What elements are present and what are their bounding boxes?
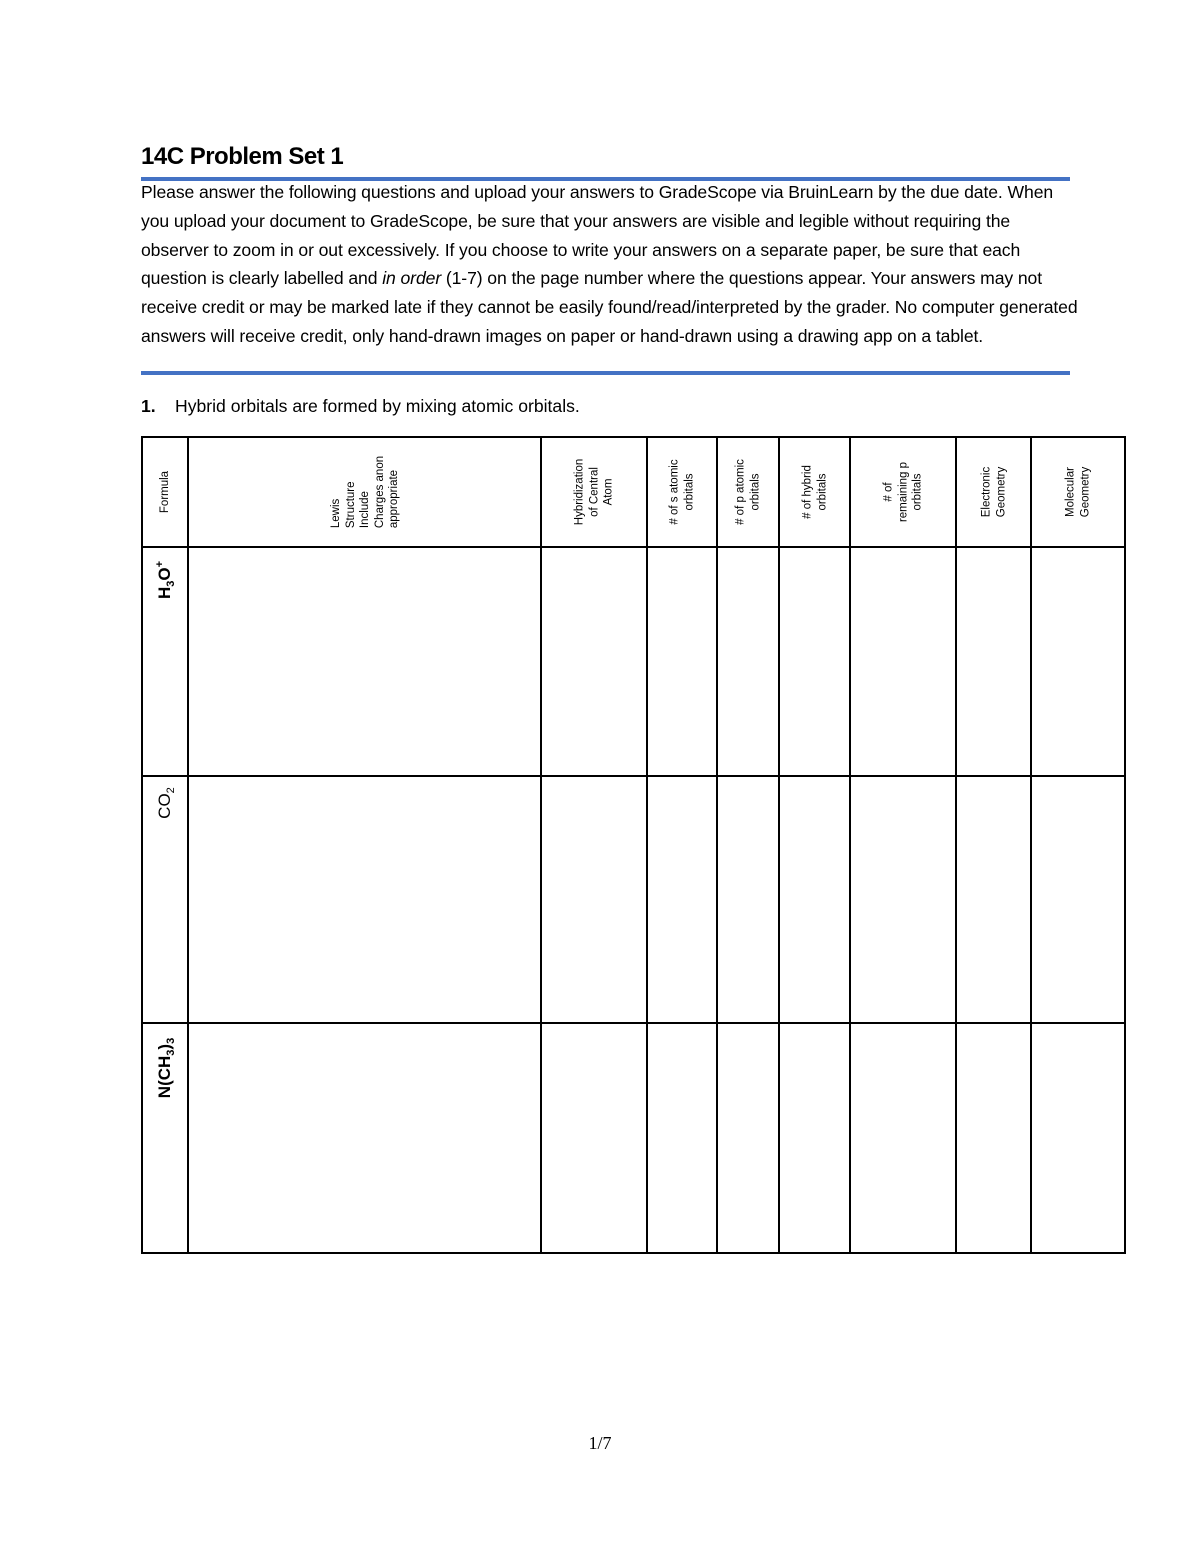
s-orbitals-cell[interactable] xyxy=(647,776,717,1023)
question-1 xyxy=(141,393,580,419)
instructions-underline xyxy=(141,371,1070,375)
header-hybrid-orbitals-label: # of hybrid orbitals xyxy=(801,464,828,519)
header-p-orbitals xyxy=(717,437,779,547)
hybrid-orbitals-cell[interactable] xyxy=(779,776,850,1023)
document-title: 14C Problem Set 1 xyxy=(141,143,344,170)
hybridization-cell[interactable] xyxy=(541,776,647,1023)
header-electronic-geometry-label: Electronic Geometry xyxy=(980,466,1007,518)
electronic-geometry-cell[interactable] xyxy=(956,776,1031,1023)
remaining-p-cell[interactable] xyxy=(850,1023,956,1253)
header-hybrid-orbitals xyxy=(779,437,850,547)
header-hybridization-label: Hybridization of Central Atom xyxy=(573,458,615,526)
p-orbitals-cell[interactable] xyxy=(717,1023,779,1253)
p-orbitals-cell[interactable] xyxy=(717,776,779,1023)
instructions-emphasis: in order xyxy=(382,268,442,289)
s-orbitals-cell[interactable] xyxy=(647,547,717,776)
header-formula-label: Formula xyxy=(158,470,171,513)
remaining-p-cell[interactable] xyxy=(850,547,956,776)
electronic-geometry-cell[interactable] xyxy=(956,1023,1031,1253)
s-orbitals-cell[interactable] xyxy=(647,1023,717,1253)
header-remaining-p-label: # of remaining p orbitals xyxy=(882,461,924,522)
formula-nch33: $N(CH_3)_3$ xyxy=(155,1037,177,1099)
p-orbitals-cell[interactable] xyxy=(717,547,779,776)
hybridization-cell[interactable] xyxy=(541,547,647,776)
instructions-paragraph xyxy=(141,178,1081,351)
molecular-geometry-cell[interactable] xyxy=(1031,776,1125,1023)
remaining-p-cell[interactable] xyxy=(850,776,956,1023)
header-molecular-geometry xyxy=(1031,437,1125,547)
hybrid-orbitals-cell[interactable] xyxy=(779,547,850,776)
formula-cell xyxy=(142,776,188,1023)
header-lewis-label: Lewis Structure Include Charges anon appropriate xyxy=(329,455,400,528)
hybrid-orbitals-cell[interactable] xyxy=(779,1023,850,1253)
formula-cell xyxy=(142,1023,188,1253)
hybridization-table xyxy=(141,436,1126,1254)
instructions-text-1: Please answer the following questions and upload your answers to GradeScope via BruinLearn by the due date. When you upload your document to GradeScope, be sure that your answers are visible and legible without requiring the observer to zoom in or out excessively. If you choose to write your answers on a separate paper, be sure that each question is clearly labelled and xyxy=(141,182,1054,289)
lewis-cell[interactable] xyxy=(188,776,541,1023)
table-header-row xyxy=(142,437,1125,547)
question-1-text: Hybrid orbitals are formed by mixing atomic orbitals. xyxy=(175,396,580,416)
header-lewis xyxy=(188,437,541,547)
table-row xyxy=(142,1023,1125,1253)
formula-co2: $CO_2$ xyxy=(155,786,177,819)
page-number: 1/7 xyxy=(588,1433,612,1453)
header-p-orbitals-label: # of p atomic orbitals xyxy=(734,458,761,525)
header-molecular-geometry-label: Molecular Geometry xyxy=(1064,466,1091,518)
table-row xyxy=(142,547,1125,776)
header-remaining-p xyxy=(850,437,956,547)
molecular-geometry-cell[interactable] xyxy=(1031,547,1125,776)
header-formula xyxy=(142,437,188,547)
lewis-cell[interactable] xyxy=(188,547,541,776)
question-1-number: 1. xyxy=(141,396,156,416)
header-hybridization xyxy=(541,437,647,547)
lewis-cell[interactable] xyxy=(188,1023,541,1253)
header-electronic-geometry xyxy=(956,437,1031,547)
instructions-text-2: (1-7) on the page number where the questions appear. Your answers may not receive credit or may be marked late if they cannot be easily found/read/interpreted by the grader. No computer generated answers will receive credit, only hand-drawn images on paper or hand-drawn using a drawing app on a tablet. xyxy=(141,268,1078,346)
header-s-orbitals xyxy=(647,437,717,547)
formula-cell xyxy=(142,547,188,776)
table-row xyxy=(142,776,1125,1023)
molecular-geometry-cell[interactable] xyxy=(1031,1023,1125,1253)
formula-h3o: $H_3O^+$ xyxy=(154,560,177,599)
header-s-orbitals-label: # of s atomic orbitals xyxy=(668,459,695,525)
electronic-geometry-cell[interactable] xyxy=(956,547,1031,776)
hybridization-cell[interactable] xyxy=(541,1023,647,1253)
